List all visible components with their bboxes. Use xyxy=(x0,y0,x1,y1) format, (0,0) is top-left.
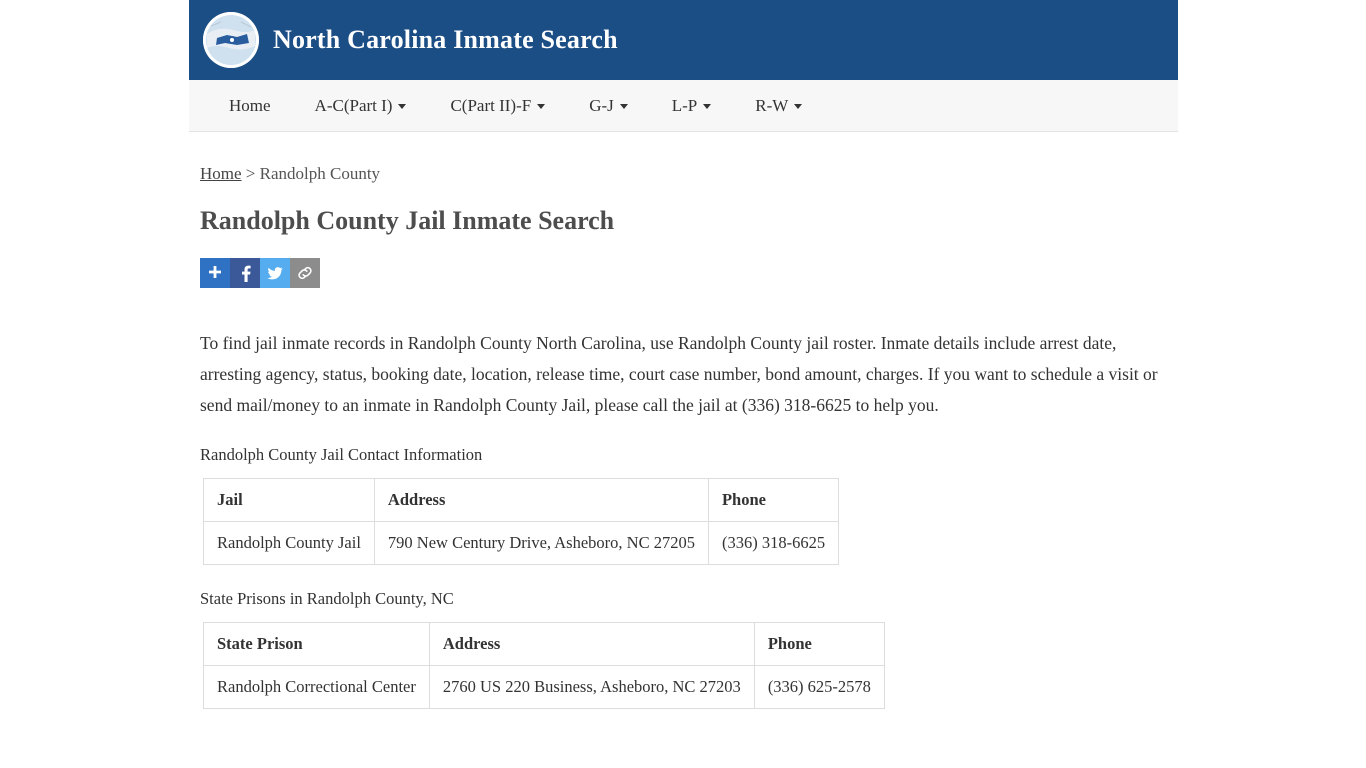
main-content xyxy=(189,164,1178,709)
nav-item-label: C(Part II)-F xyxy=(450,95,532,115)
cell-prison-name: Randolph Correctional Center xyxy=(204,666,430,709)
breadcrumb-current: Randolph County xyxy=(259,164,381,183)
cell-prison-address: 2760 US 220 Business, Asheboro, NC 27203 xyxy=(429,666,754,709)
nav-item-home[interactable] xyxy=(207,80,293,132)
nav-item-c-part-2-f[interactable] xyxy=(428,80,567,132)
jail-section-heading: Randolph County Jail Contact Information xyxy=(200,445,483,464)
column-header-jail: Jail xyxy=(204,479,375,522)
facebook-icon[interactable] xyxy=(230,258,260,288)
jail-contact-table xyxy=(203,478,839,565)
nav-item-a-c-part-1[interactable] xyxy=(293,80,429,132)
site-title: North Carolina Inmate Search xyxy=(273,25,618,54)
table-row xyxy=(204,666,885,709)
breadcrumb-separator: > xyxy=(241,164,260,183)
nav-item-label: L-P xyxy=(671,95,698,115)
nav-item-g-j[interactable] xyxy=(567,80,650,132)
nav-item-l-p[interactable] xyxy=(650,80,734,132)
table-header-row xyxy=(204,623,885,666)
site-header xyxy=(189,0,1178,80)
nav-item-label: R-W xyxy=(755,95,789,115)
state-prison-table xyxy=(203,622,885,709)
column-header-address: Address xyxy=(429,623,754,666)
table-row xyxy=(204,522,839,565)
cell-jail-phone: (336) 318-6625 xyxy=(708,522,838,565)
chevron-down-icon xyxy=(620,104,628,109)
intro-paragraph: To find jail inmate records in Randolph County North Carolina, use Randolph County jail roster. Inmate details include arrest date, arresting agency, status, booking date, location, release time, court case number, bond amount, charges. If you want to schedule a visit or send mail/money to an inmate in Randolph County Jail, please call the jail at (336) 318-6625 to help you. xyxy=(200,333,1158,415)
column-header-phone: Phone xyxy=(708,479,838,522)
nc-state-seal-logo xyxy=(203,12,259,68)
column-header-address: Address xyxy=(374,479,708,522)
page-title: Randolph County Jail Inmate Search xyxy=(200,206,615,235)
chevron-down-icon xyxy=(794,104,802,109)
cell-prison-phone: (336) 625-2578 xyxy=(754,666,884,709)
table-header-row xyxy=(204,479,839,522)
breadcrumb xyxy=(198,164,1160,184)
breadcrumb-link-home[interactable]: Home xyxy=(200,164,242,183)
chevron-down-icon xyxy=(398,104,406,109)
site-container xyxy=(189,0,1178,768)
chevron-down-icon xyxy=(537,104,545,109)
column-header-state-prison: State Prison xyxy=(204,623,430,666)
cell-jail-address: 790 New Century Drive, Asheboro, NC 27205 xyxy=(374,522,708,565)
copy-link-icon[interactable] xyxy=(290,258,320,288)
share-buttons xyxy=(198,258,1160,288)
nav-item-label: A-C(Part I) xyxy=(314,95,393,115)
chevron-down-icon xyxy=(703,104,711,109)
main-navigation xyxy=(189,80,1178,132)
prison-section-heading: State Prisons in Randolph County, NC xyxy=(200,589,454,608)
nav-item-label: G-J xyxy=(589,95,614,115)
nav-item-r-w[interactable] xyxy=(733,80,824,132)
column-header-phone: Phone xyxy=(754,623,884,666)
cell-jail-name: Randolph County Jail xyxy=(204,522,375,565)
twitter-icon[interactable] xyxy=(260,258,290,288)
addthis-share-icon[interactable] xyxy=(200,258,230,288)
nav-item-label: Home xyxy=(229,95,271,115)
